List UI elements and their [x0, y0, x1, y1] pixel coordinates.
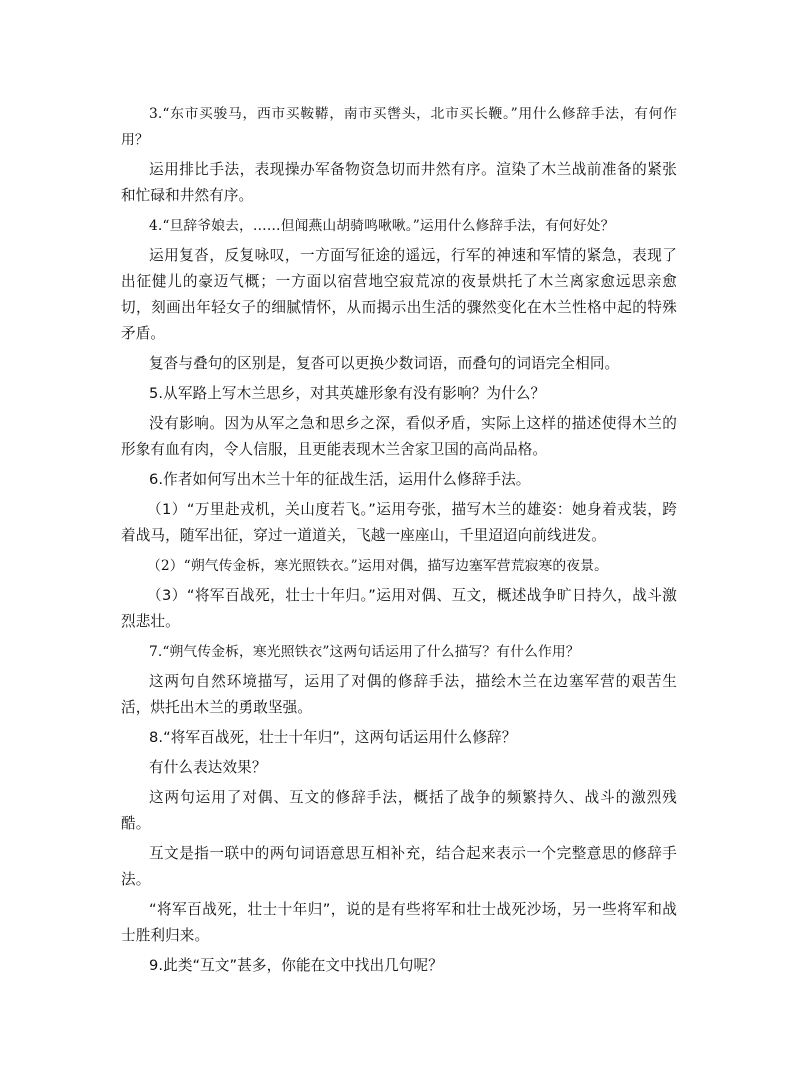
- document-body: [121, 101, 677, 983]
- question-3: 3.“东市买骏马，西市买鞍鞯，南市买辔头，北市买长鞭。”用什么修辞手法，有何作用？: [121, 106, 677, 148]
- answer-6-item-3: （3）“将军百战死，壮士十年归。”运用对偶、互文，概述战争旷日持久，战斗激烈悲壮。: [121, 587, 677, 630]
- question-9: 9.此类“互文”甚多，你能在文中找出几句呢？: [149, 957, 443, 974]
- answer-8-definition: 互文是指一联中的两句词语意思互相补充，结合起来表示一个完整意思的修辞手法。: [121, 845, 677, 888]
- answer-6-item-1: （1）“万里赴戎机，关山度若飞。”运用夸张，描写木兰的雄姿：她身着戎装，跨着战马，随军出征，穿过一道道关，飞越一座座山，千里迢迢向前线进发。: [121, 501, 677, 544]
- answer-5: 没有影响。因为从军之急和思乡之深，看似矛盾，实际上这样的描述使得木兰的形象有血有肉，令人信服，且更能表现木兰舍家卫国的高尚品格。: [121, 415, 677, 458]
- answer-3: 运用排比手法，表现操办军备物资急切而井然有序。渲染了木兰战前准备的紧张和忙碌和井然有序。: [121, 161, 677, 204]
- answer-7: 这两句自然环境描写，运用了对偶的修辞手法，描绘木兰在边塞军营的艰苦生活，烘托出木兰的勇敢坚强。: [121, 673, 677, 716]
- question-6: 6.作者如何写出木兰十年的征战生活，运用什么修辞手法。: [149, 471, 531, 488]
- question-8-continued: 有什么表达效果？: [149, 759, 267, 776]
- answer-8-explanation: “将军百战死，壮士十年归”，说的是有些将军和壮士战死沙场，另一些将军和战士胜利归来。: [121, 901, 677, 944]
- answer-8: 这两句运用了对偶、互文的修辞手法，概括了战争的频繁持久、战斗的激烈残酷。: [121, 789, 677, 832]
- answer-4-note: 复沓与叠句的区别是，复沓可以更换少数词语，而叠句的词语完全相同。: [149, 355, 620, 372]
- answer-4: 运用复沓，反复咏叹，一方面写征途的遥远，行军的神速和军情的紧急，表现了出征健儿的豪迈气概；一方面以宿营地空寂荒凉的夜景烘托了木兰离家愈远思亲愈切，刻画出年轻女子的细腻情怀，从而揭示出生活的骤然变化在木兰性格中起的特殊矛盾。: [121, 247, 677, 342]
- question-5: 5.从军路上写木兰思乡，对其英雄形象有没有影响？为什么？: [149, 385, 546, 402]
- question-8: 8.“将军百战死，壮士十年归”，这两句话运用什么修辞？: [149, 729, 517, 746]
- question-7: 7.“朔气传金柝，寒光照铁衣”这两句话运用了什么描写？有什么作用？: [149, 644, 580, 660]
- question-4: 4.“旦辞爷娘去，……但闻燕山胡骑鸣啾啾。”运用什么修辞手法，有何好处？: [149, 218, 615, 234]
- answer-6-item-2: （2）“朔气传金柝，寒光照铁衣。”运用对偶，描写边塞军营荒寂寒的夜景。: [147, 558, 608, 574]
